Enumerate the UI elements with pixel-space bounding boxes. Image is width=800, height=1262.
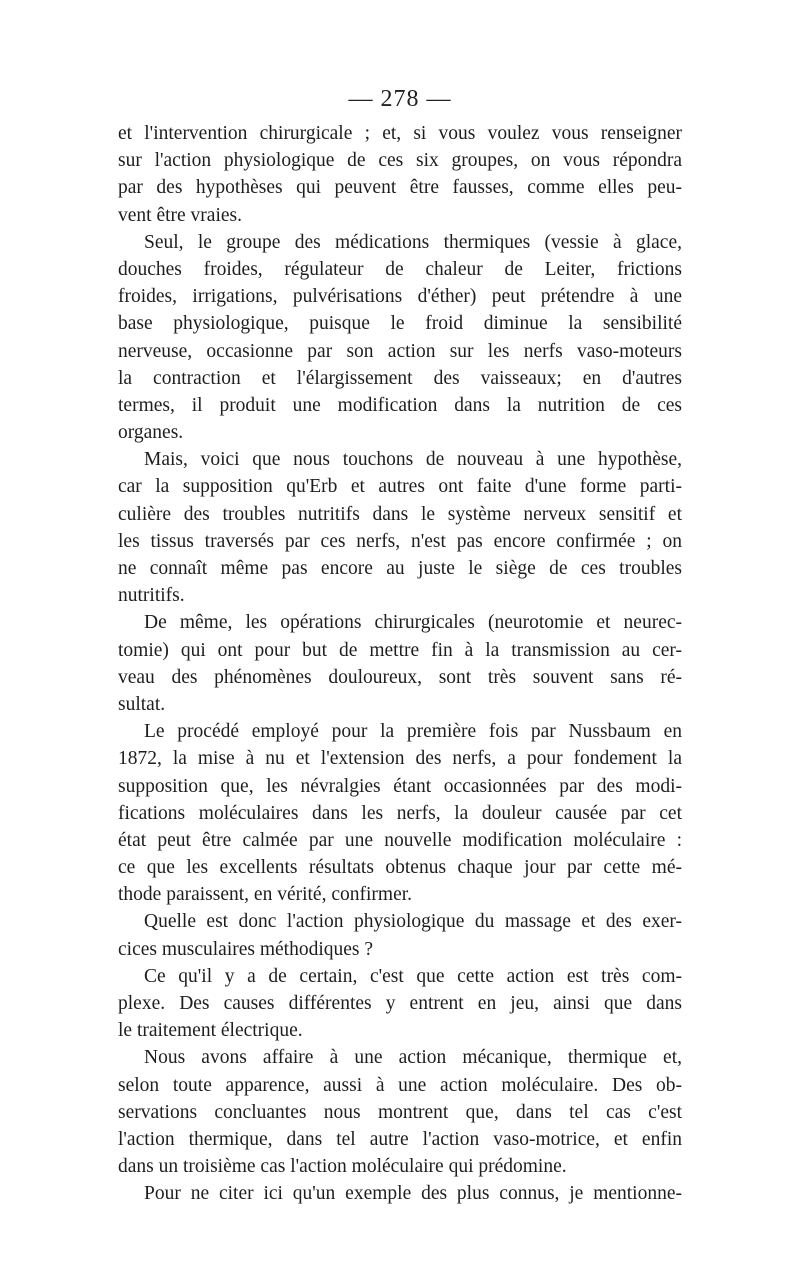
text-line: sultat.	[118, 693, 166, 715]
text-line: Ce qu'il y a de certain, c'est que cette action est très com-	[144, 965, 682, 987]
text-line: supposition que, les névralgies étant occasionnées par des modi-	[118, 775, 682, 797]
text-line: nerveuse, occasionne par son action sur les nerfs vaso-moteurs	[118, 340, 682, 362]
text-line: thode paraissent, en vérité, confirmer.	[118, 884, 413, 906]
text-line: Seul, le groupe des médications thermiques (vessie à glace,	[144, 231, 682, 253]
text-line: tomie) qui ont pour but de mettre fin à la transmission au cer-	[118, 639, 682, 661]
text-line: Pour ne citer ici qu'un exemple des plus connus, je mentionne-	[144, 1183, 682, 1205]
text-line: fications moléculaires dans les nerfs, la douleur causée par cet	[118, 802, 682, 824]
text-line: ce que les excellents résultats obtenus chaque jour par cette mé-	[118, 857, 682, 879]
text-line: plexe. Des causes différentes y entrent en jeu, ainsi que dans	[118, 993, 682, 1014]
text-line: servations concluantes nous montrent que, dans tel cas c'est	[118, 1101, 682, 1123]
text-line: 1872, la mise à nu et l'extension des nerfs, a pour fondement la	[118, 748, 682, 770]
text-line: car la supposition qu'Erb et autres ont faite d'une forme parti-	[118, 476, 682, 498]
text-line: sur l'action physiologique de ces six groupes, on vous répondra	[118, 150, 682, 172]
text-line: le traitement électrique.	[118, 1020, 303, 1042]
text-line: Mais, voici que nous touchons de nouveau à une hypothèse,	[144, 449, 682, 471]
text-line: termes, il produit une modification dans la nutrition de ces	[118, 394, 682, 416]
page-number: — 278 —	[348, 86, 452, 112]
text-line: et l'intervention chirurgicale ; et, si vous voulez vous renseigner	[118, 123, 682, 144]
text-line: dans un troisième cas l'action moléculaire qui prédomine.	[118, 1156, 567, 1178]
text-line: la contraction et l'élargissement des vaisseaux; en d'autres	[118, 367, 682, 389]
text-line: selon toute apparence, aussi à une action moléculaire. Des ob-	[118, 1074, 682, 1096]
text-line: cices musculaires méthodiques ?	[118, 938, 374, 960]
text-line: Le procédé employé pour la première fois par Nussbaum en	[144, 721, 682, 743]
text-line: veau des phénomènes douloureux, sont très souvent sans ré-	[118, 666, 682, 688]
text-line: nutritifs.	[118, 585, 185, 607]
text-line: organes.	[118, 422, 184, 444]
text-line: ne connaît même pas encore au juste le siège de ces troubles	[118, 558, 682, 579]
text-line: Nous avons affaire à une action mécanique, thermique et,	[144, 1047, 682, 1069]
text-line: l'action thermique, dans tel autre l'action vaso-motrice, et enfin	[118, 1128, 682, 1150]
text-line: froides, irrigations, pulvérisations d'éther) peut prétendre à une	[118, 286, 682, 308]
body-text	[118, 120, 682, 1208]
text-line: douches froides, régulateur de chaleur de Leiter, frictions	[118, 258, 682, 280]
text-line: les tissus traversés par ces nerfs, n'est pas encore confirmée ; on	[118, 530, 682, 552]
text-line: Quelle est donc l'action physiologique du massage et des exer-	[144, 911, 682, 933]
text-line: état peut être calmée par une nouvelle modification moléculaire :	[118, 829, 682, 851]
text-line: De même, les opérations chirurgicales (neurotomie et neurec-	[144, 612, 682, 634]
text-line: vent être vraies.	[118, 204, 242, 226]
text-line: par des hypothèses qui peuvent être fausses, comme elles peu-	[118, 177, 682, 199]
text-line: base physiologique, puisque le froid diminue la sensibilité	[118, 313, 682, 335]
text-line: culière des troubles nutritifs dans le système nerveux sensitif et	[118, 503, 682, 525]
